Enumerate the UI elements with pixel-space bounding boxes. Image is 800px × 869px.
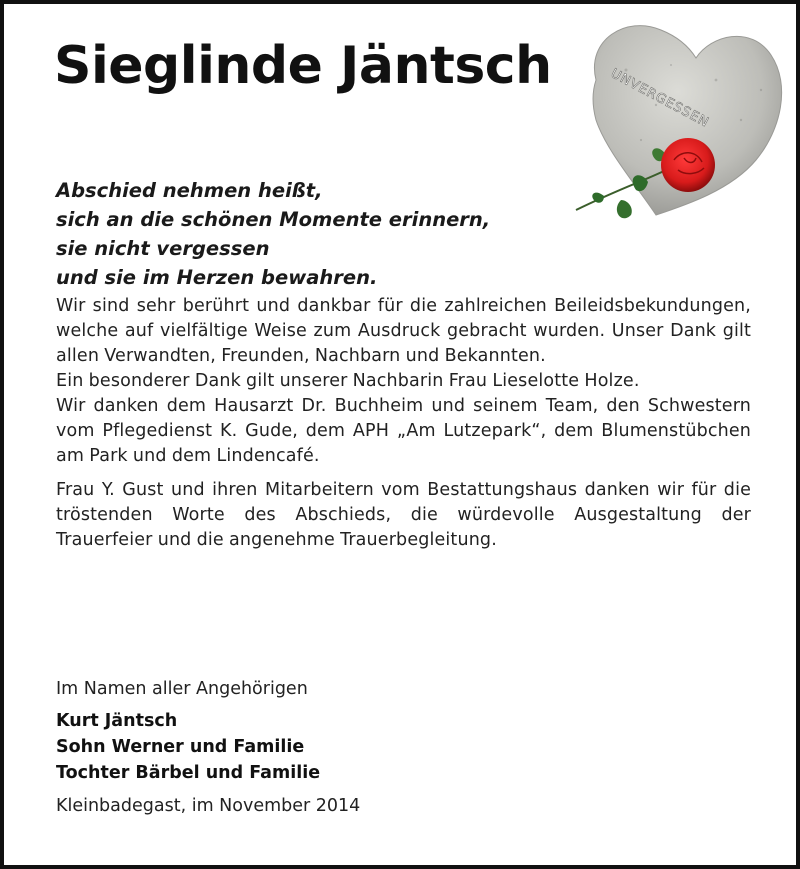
quote-line: und sie im Herzen bewahren. — [56, 266, 378, 289]
signer-name: Tochter Bärbel und Familie — [56, 763, 321, 783]
thanks-paragraph: Ein besonderer Dank gilt unserer Nachbarin Frau Lieselotte Holze. — [56, 371, 640, 391]
signer-name: Sohn Werner und Familie — [56, 737, 305, 757]
thanks-text — [56, 294, 751, 553]
place-and-date: Kleinbadegast, im November 2014 — [56, 796, 361, 816]
memorial-quote — [56, 176, 490, 292]
heart-stone-image — [566, 10, 792, 236]
thanks-paragraph: Wir sind sehr berührt und dankbar für die zahlreichen Beileidsbekundungen, welche auf vielfältige Weise zum Ausdruck gebracht wurden. Unser Dank gilt allen Verwandten, Freunden, Nachbarn und Bekannten. — [56, 296, 751, 366]
signer-name: Kurt Jäntsch — [56, 711, 178, 731]
closing-line: Im Namen aller Angehörigen — [56, 679, 308, 699]
thanks-paragraph: Frau Y. Gust und ihren Mitarbeitern vom Bestattungshaus danken wir für die tröstenden Worte des Abschieds, die würdevolle Ausgestaltung der Trauerfeier und die angenehme Trauerbegleitung. — [56, 480, 751, 550]
rose-icon — [661, 138, 715, 192]
quote-line: Abschied nehmen heißt, — [56, 179, 323, 202]
heart-stone-engraving: UNVERGESSEN — [608, 66, 712, 131]
quote-line: sich an die schönen Momente erinnern, — [56, 208, 491, 231]
deceased-name: Sieglinde Jäntsch — [54, 36, 552, 96]
signers-list — [56, 708, 320, 786]
leaf-icon-2 — [617, 200, 632, 218]
quote-line: sie nicht vergessen — [56, 237, 270, 260]
thanks-paragraph: Wir danken dem Hausarzt Dr. Buchheim und seinem Team, den Schwestern vom Pflegedienst K. Gude, dem APH „Am Lutzepark“, dem Blumenstübchen am Park und dem Lindencafé. — [56, 396, 751, 466]
